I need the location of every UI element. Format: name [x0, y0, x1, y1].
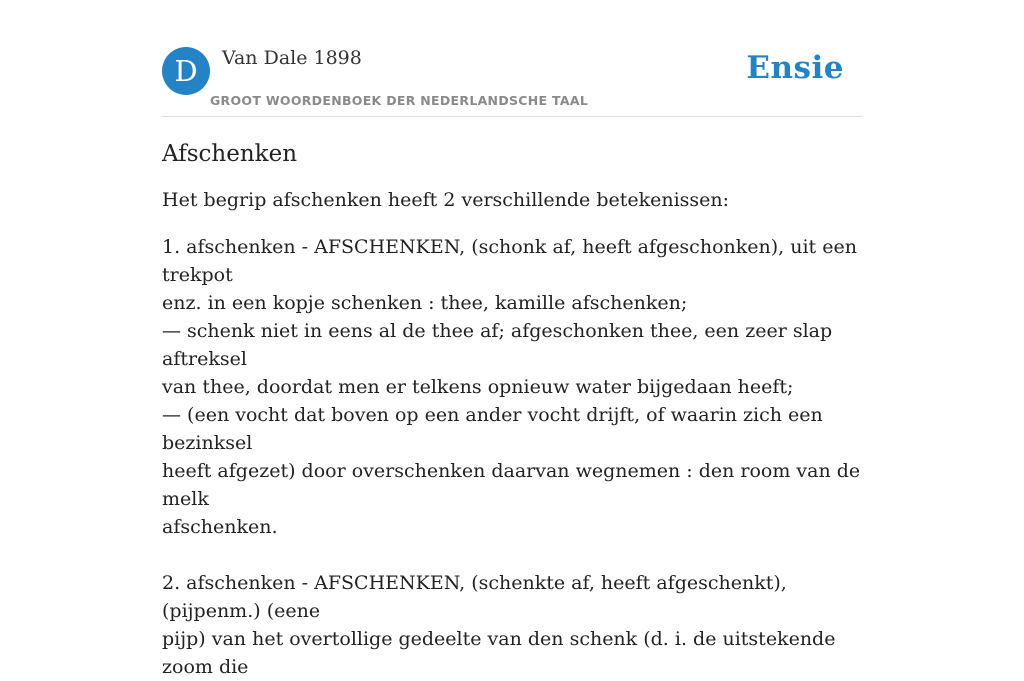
- definition-line: pijp) van het overtollige gedeelte van den schenk (d. i. de uitstekende zoom die: [162, 628, 836, 678]
- main-content: [162, 136, 862, 681]
- source-subtitle: GROOT WOORDENBOEK DER NEDERLANDSCHE TAAL: [210, 93, 589, 108]
- definition-line: enz. in een kopje schenken : thee, kamille afschenken;: [162, 292, 688, 314]
- definition-1: [162, 233, 862, 541]
- header: [162, 46, 862, 117]
- definition-line: — (een vocht dat boven op een ander vocht drijft, of waarin zich een bezinksel: [162, 404, 823, 454]
- page-title: Afschenken: [162, 141, 298, 167]
- definition-2: [162, 569, 862, 681]
- definition-line: — schenk niet in eens al de thee af; afgeschonken thee, een zeer slap aftreksel: [162, 320, 833, 370]
- definition-spacer: [162, 541, 862, 569]
- ensie-logo[interactable]: Ensie: [746, 50, 844, 86]
- definition-line: afschenken.: [162, 516, 278, 538]
- definitions-list: [162, 233, 862, 681]
- source-avatar[interactable]: D: [162, 47, 210, 95]
- definition-line: heeft afgezet) door overschenken daarvan wegnemen : den room van de melk: [162, 460, 861, 510]
- definition-line: 2. afschenken - AFSCHENKEN, (schenkte af, heeft afgeschenkt), (pijpenm.) (eene: [162, 572, 787, 622]
- source-title[interactable]: Van Dale 1898: [222, 47, 362, 69]
- definition-line: 1. afschenken - AFSCHENKEN, (schonk af, heeft afgeschonken), uit een trekpot: [162, 236, 857, 286]
- intro-text: Het begrip afschenken heeft 2 verschillende betekenissen:: [162, 189, 730, 211]
- definition-line: van thee, doordat men er telkens opnieuw water bijgedaan heeft;: [162, 376, 794, 398]
